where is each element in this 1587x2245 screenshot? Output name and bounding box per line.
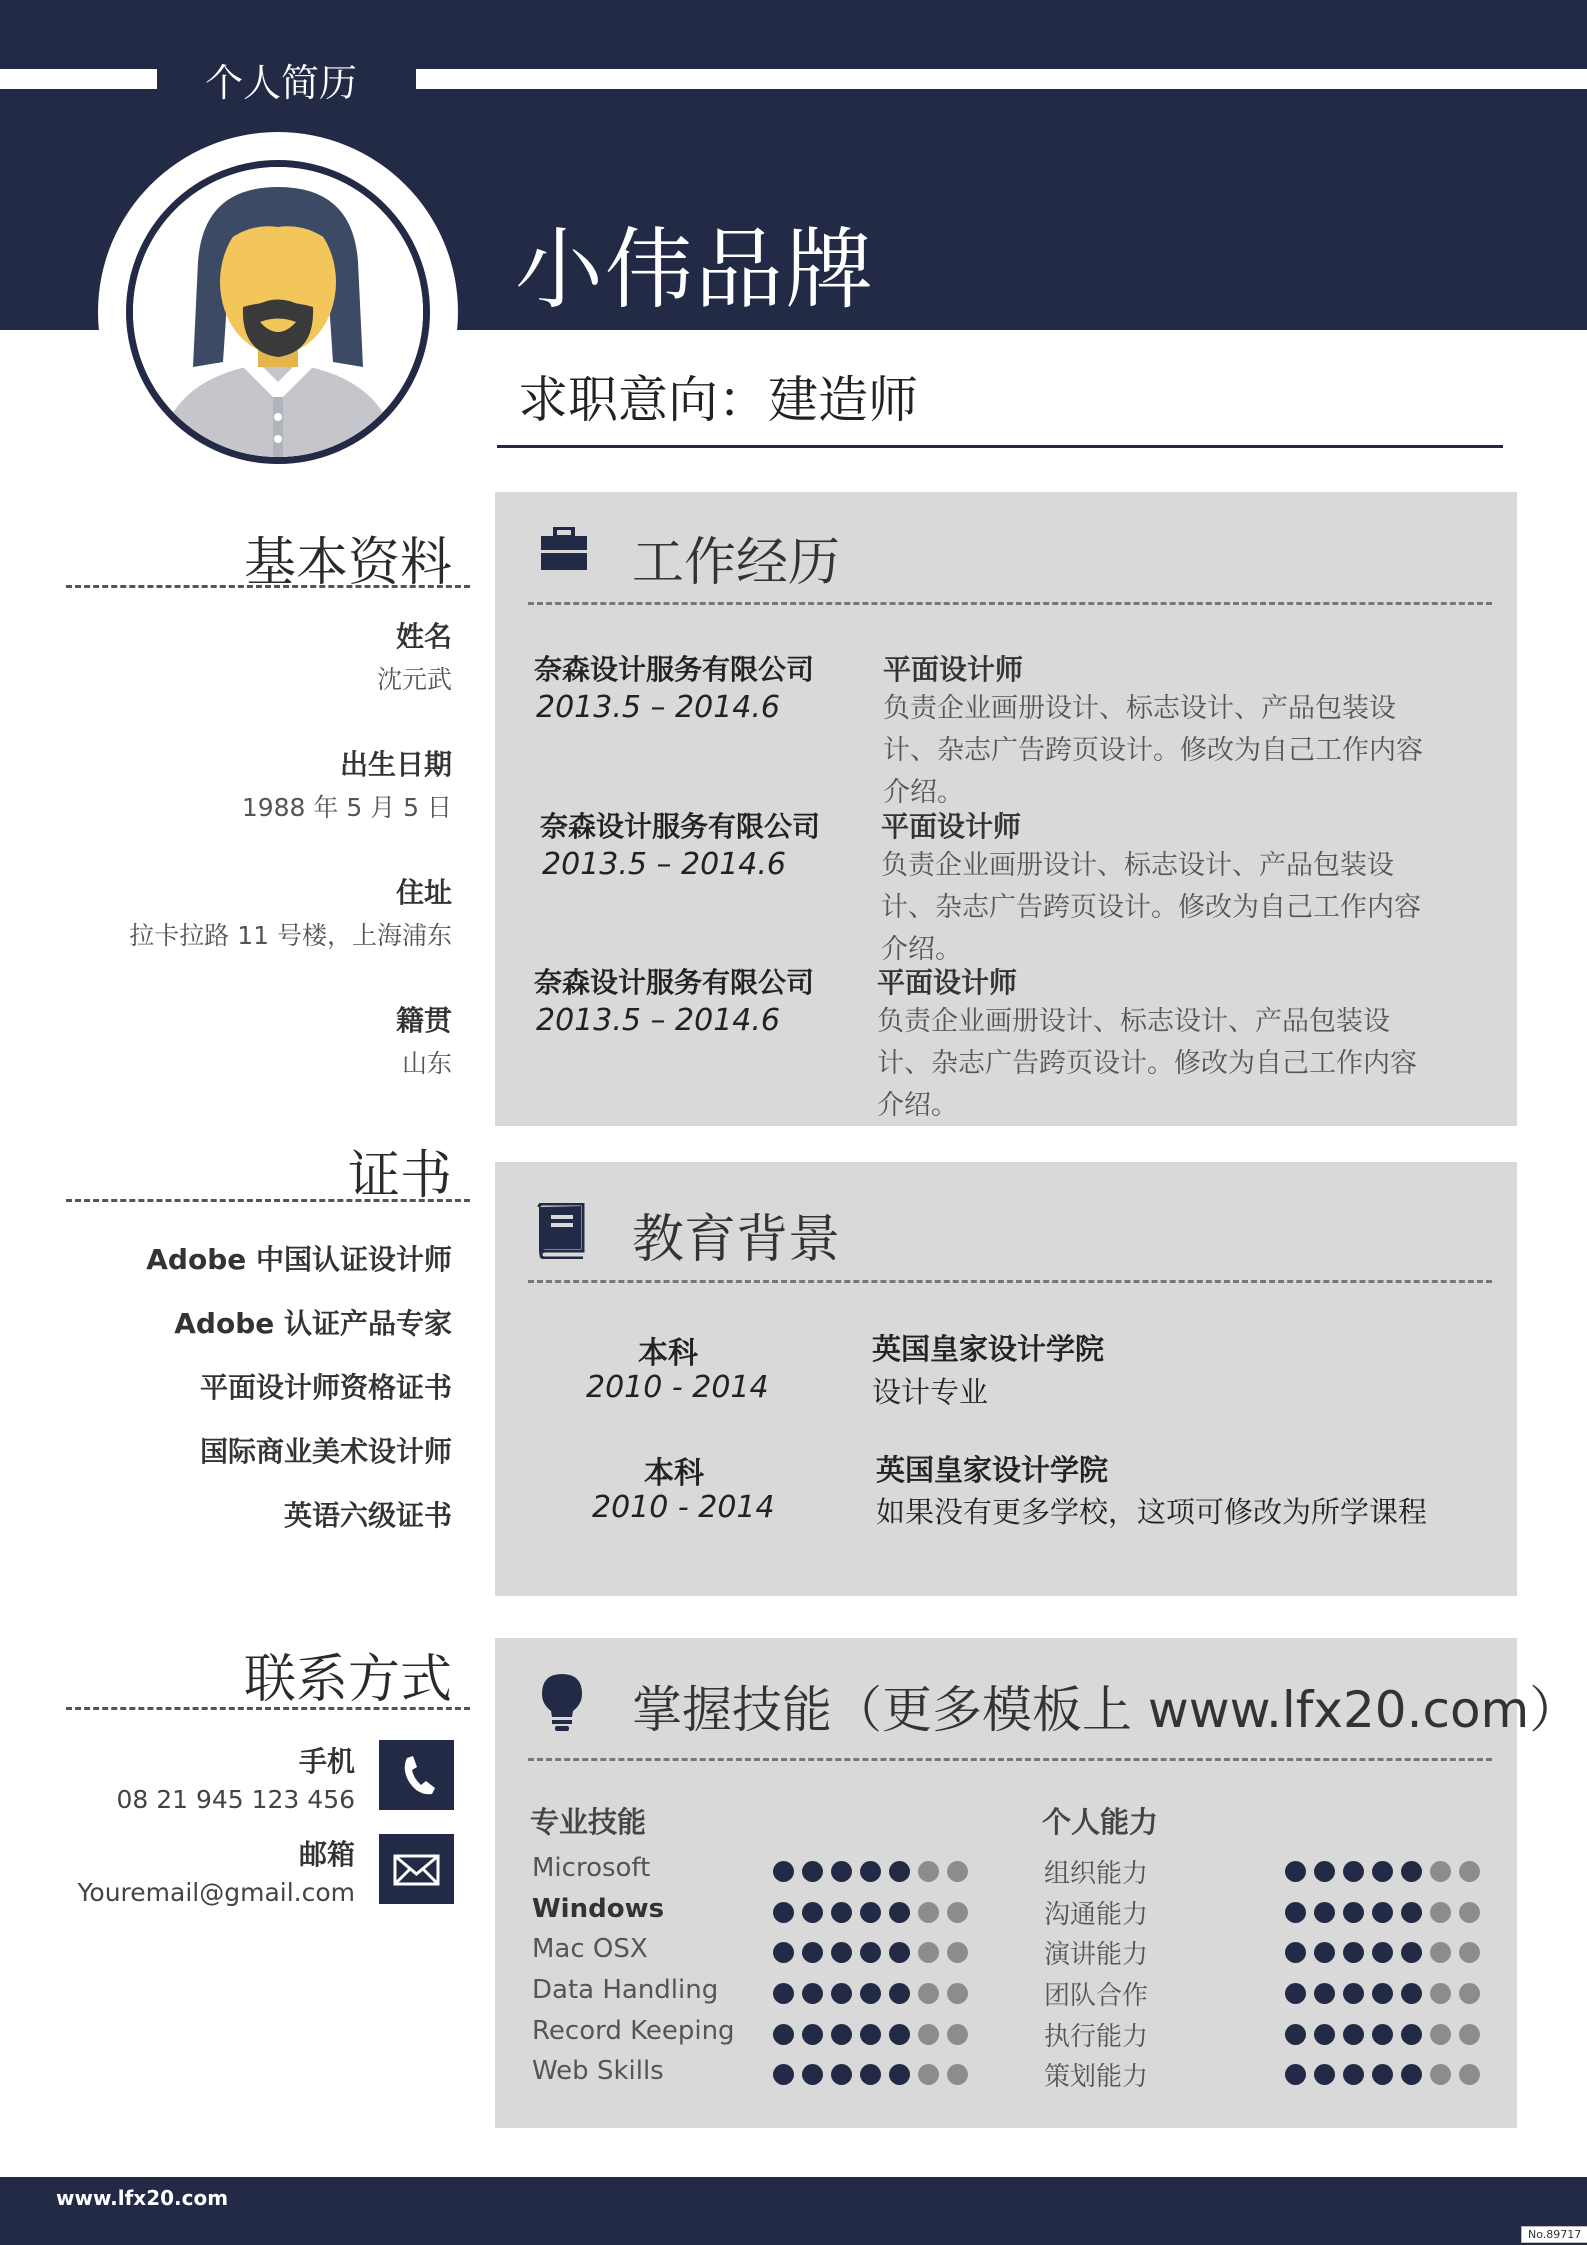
skill-dot-filled (831, 2064, 852, 2085)
skill-level-dots (1285, 1861, 1480, 1882)
basic-info-divider (66, 585, 470, 588)
job-intent: 求职意向：建造师 (518, 371, 918, 429)
skill-dot-empty (1430, 2024, 1451, 2045)
skill-dot-filled (889, 2064, 910, 2085)
field-label: 籍贯 (395, 1004, 452, 1037)
skill-dot-filled (889, 1861, 910, 1882)
skill-dot-filled (1314, 2024, 1335, 2045)
skill-dot-filled (889, 1983, 910, 2004)
certificates-title: 证书 (347, 1146, 452, 1206)
skill-dot-empty (1430, 2064, 1451, 2085)
skill-dot-empty (918, 1983, 939, 2004)
phone-icon (379, 1740, 454, 1810)
edu-period: 2010 - 2014 (592, 1490, 775, 1525)
skill-dot-filled (1314, 1942, 1335, 1963)
email-value[interactable]: Youremail@gmail.com (77, 1878, 355, 1907)
certificates-divider (66, 1199, 470, 1202)
skill-level-dots (1285, 2064, 1480, 2085)
applicant-name: 小伟品牌 (515, 218, 876, 321)
skill-dot-filled (860, 1983, 881, 2004)
skill-dot-filled (1285, 2024, 1306, 2045)
skill-name: Data Handling (532, 1975, 719, 2005)
skill-name: 沟通能力 (1044, 1900, 1149, 1930)
skill-dot-empty (1459, 1902, 1480, 1923)
skill-dot-empty (947, 2064, 968, 2085)
skill-dot-filled (860, 1942, 881, 1963)
field-value: 拉卡拉路 11 号楼，上海浦东 (129, 921, 452, 950)
skill-dot-empty (918, 1861, 939, 1882)
resume-tag: 个人简历 (205, 61, 358, 105)
skill-dot-filled (831, 1983, 852, 2004)
lightbulb-icon (540, 1673, 584, 1737)
skills-title: 掌握技能（更多模板上 www.lfx20.com） (632, 1681, 1580, 1739)
skill-dot-filled (1314, 2064, 1335, 2085)
skill-name: Record Keeping (532, 2016, 735, 2046)
skill-dot-empty (947, 1942, 968, 1963)
certificate-item: Adobe 认证产品专家 (174, 1307, 452, 1340)
skill-dot-filled (889, 2024, 910, 2045)
skill-dot-empty (1459, 1861, 1480, 1882)
skill-dot-filled (1372, 1902, 1393, 1923)
skill-dot-empty (947, 1902, 968, 1923)
skill-dot-filled (1343, 1983, 1364, 2004)
skill-dot-filled (802, 2024, 823, 2045)
skill-dot-filled (773, 2024, 794, 2045)
skill-dot-filled (802, 1983, 823, 2004)
job-company: 奈森设计服务有限公司 (540, 810, 821, 843)
header-rule-right (416, 69, 1587, 89)
edu-degree: 本科 (644, 1456, 704, 1491)
edu-major: 设计专业 (872, 1375, 989, 1409)
skill-dot-filled (773, 1861, 794, 1882)
skill-dot-filled (1401, 1942, 1422, 1963)
footer-site[interactable]: www.lfx20.com (56, 2186, 229, 2210)
phone-label: 手机 (298, 1745, 355, 1778)
skill-dot-filled (1343, 1902, 1364, 1923)
job-description: 负责企业画册设计、标志设计、产品包装设计、杂志广告跨页设计。修改为自己工作内容介绍。 (877, 1006, 1417, 1121)
education-divider (528, 1280, 1492, 1283)
field-label: 出生日期 (339, 748, 452, 781)
email-label: 邮箱 (298, 1838, 355, 1871)
avatar-icon (133, 167, 423, 457)
edu-school: 英国皇家设计学院 (872, 1332, 1105, 1366)
skill-name: Web Skills (532, 2056, 664, 2086)
skill-dot-filled (860, 1902, 881, 1923)
skill-level-dots (1285, 1983, 1480, 2004)
skill-level-dots (773, 2064, 968, 2085)
skill-dot-filled (1343, 1861, 1364, 1882)
skill-dot-filled (1285, 1942, 1306, 1963)
job-description: 负责企业画册设计、标志设计、产品包装设计、杂志广告跨页设计。修改为自己工作内容介绍。 (883, 693, 1423, 808)
skill-level-dots (1285, 1942, 1480, 1963)
skill-dot-filled (773, 2064, 794, 2085)
skill-dot-filled (773, 1942, 794, 1963)
skill-dot-filled (1343, 2064, 1364, 2085)
job-role: 平面设计师 (883, 653, 1024, 686)
professional-skills-title: 专业技能 (530, 1805, 647, 1839)
skill-name: 团队合作 (1044, 1981, 1149, 2011)
skill-dot-filled (1285, 1902, 1306, 1923)
skill-dot-empty (918, 1902, 939, 1923)
skill-dot-empty (1459, 1942, 1480, 1963)
skill-level-dots (773, 1902, 968, 1923)
skill-dot-filled (1285, 2064, 1306, 2085)
skill-dot-filled (1401, 1861, 1422, 1882)
job-description: 负责企业画册设计、标志设计、产品包装设计、杂志广告跨页设计。修改为自己工作内容介绍。 (881, 850, 1421, 965)
skill-dot-filled (1401, 1983, 1422, 2004)
skill-dot-empty (1430, 1902, 1451, 1923)
skill-level-dots (773, 1942, 968, 1963)
skill-dot-filled (889, 1902, 910, 1923)
job-role: 平面设计师 (881, 810, 1022, 843)
skill-dot-filled (1372, 1983, 1393, 2004)
skill-dot-filled (1285, 1861, 1306, 1882)
skill-dot-filled (1314, 1861, 1335, 1882)
skill-dot-empty (1430, 1861, 1451, 1882)
skills-divider (528, 1758, 1492, 1761)
skill-level-dots (773, 1983, 968, 2004)
skill-dot-filled (860, 2024, 881, 2045)
job-period: 2013.5 – 2014.6 (542, 847, 787, 882)
skill-name: 策划能力 (1044, 2062, 1149, 2092)
skill-dot-filled (889, 1942, 910, 1963)
briefcase-icon (540, 527, 588, 575)
job-period: 2013.5 – 2014.6 (536, 690, 781, 725)
skill-dot-filled (1372, 2024, 1393, 2045)
skill-dot-empty (918, 2024, 939, 2045)
skill-dot-filled (860, 1861, 881, 1882)
field-value: 1988 年 5 月 5 日 (241, 793, 452, 822)
job-period: 2013.5 – 2014.6 (536, 1003, 781, 1038)
skill-dot-empty (1459, 2064, 1480, 2085)
skill-dot-filled (802, 1861, 823, 1882)
skill-dot-empty (918, 1942, 939, 1963)
skill-dot-empty (947, 1861, 968, 1882)
skill-dot-filled (1372, 1861, 1393, 1882)
skill-name: Windows (532, 1894, 665, 1924)
skill-dot-filled (1401, 2064, 1422, 2085)
skill-dot-filled (1372, 1942, 1393, 1963)
certificate-item: 英语六级证书 (283, 1499, 452, 1532)
intent-underline (497, 445, 1503, 448)
field-value: 沈元武 (376, 665, 452, 694)
skill-dot-empty (947, 1983, 968, 2004)
skill-dot-filled (802, 1902, 823, 1923)
certificate-item: 平面设计师资格证书 (199, 1371, 452, 1404)
skill-name: Microsoft (532, 1853, 651, 1883)
education-title: 教育背景 (632, 1210, 841, 1270)
skill-dot-filled (1401, 1902, 1422, 1923)
skill-dot-filled (1343, 2024, 1364, 2045)
skill-name: 执行能力 (1044, 2022, 1149, 2052)
header-rule-left (0, 69, 157, 89)
skill-dot-filled (1343, 1942, 1364, 1963)
edu-period: 2010 - 2014 (586, 1370, 769, 1405)
template-badge: No.89717 (1521, 2226, 1587, 2243)
skill-dot-empty (1430, 1983, 1451, 2004)
skill-dot-filled (1372, 2064, 1393, 2085)
certificate-item: 国际商业美术设计师 (199, 1435, 452, 1468)
skill-dot-filled (773, 1902, 794, 1923)
work-title: 工作经历 (632, 533, 841, 593)
skill-dot-filled (1314, 1902, 1335, 1923)
skill-dot-filled (831, 2024, 852, 2045)
edu-school: 英国皇家设计学院 (876, 1453, 1109, 1487)
skill-level-dots (1285, 2024, 1480, 2045)
skill-dot-empty (918, 2064, 939, 2085)
basic-info-title: 基本资料 (243, 533, 452, 593)
job-role: 平面设计师 (877, 966, 1018, 999)
skill-dot-empty (1430, 1942, 1451, 1963)
field-label: 姓名 (395, 620, 452, 653)
job-company: 奈森设计服务有限公司 (534, 966, 815, 999)
avatar (126, 160, 430, 464)
personal-skills-title: 个人能力 (1042, 1805, 1159, 1839)
contact-divider (66, 1707, 470, 1710)
skill-dot-filled (773, 1983, 794, 2004)
skill-level-dots (773, 1861, 968, 1882)
skill-dot-filled (1401, 2024, 1422, 2045)
skill-dot-filled (831, 1861, 852, 1882)
phone-value: 08 21 945 123 456 (116, 1785, 355, 1814)
skill-name: 演讲能力 (1044, 1940, 1149, 1970)
job-company: 奈森设计服务有限公司 (534, 653, 815, 686)
certificate-item: Adobe 中国认证设计师 (146, 1243, 452, 1276)
skill-dot-filled (860, 2064, 881, 2085)
skill-name: 组织能力 (1044, 1859, 1149, 1889)
skill-dot-filled (802, 1942, 823, 1963)
edu-degree: 本科 (638, 1336, 698, 1371)
book-icon (537, 1203, 585, 1263)
field-value: 山东 (401, 1049, 452, 1078)
skill-dot-filled (831, 1942, 852, 1963)
skill-dot-filled (831, 1902, 852, 1923)
skill-dot-empty (1459, 2024, 1480, 2045)
skill-name: Mac OSX (532, 1934, 648, 1964)
skill-dot-empty (1459, 1983, 1480, 2004)
skill-dot-filled (802, 2064, 823, 2085)
footer-band (0, 2177, 1587, 2245)
field-label: 住址 (395, 876, 452, 909)
skill-level-dots (1285, 1902, 1480, 1923)
skill-dot-empty (947, 2024, 968, 2045)
skill-dot-filled (1285, 1983, 1306, 2004)
skill-dot-filled (1314, 1983, 1335, 2004)
skill-level-dots (773, 2024, 968, 2045)
edu-major: 如果没有更多学校，这项可修改为所学课程 (876, 1495, 1428, 1529)
contact-title: 联系方式 (243, 1650, 452, 1710)
mail-icon (379, 1834, 454, 1904)
work-divider (528, 602, 1492, 605)
